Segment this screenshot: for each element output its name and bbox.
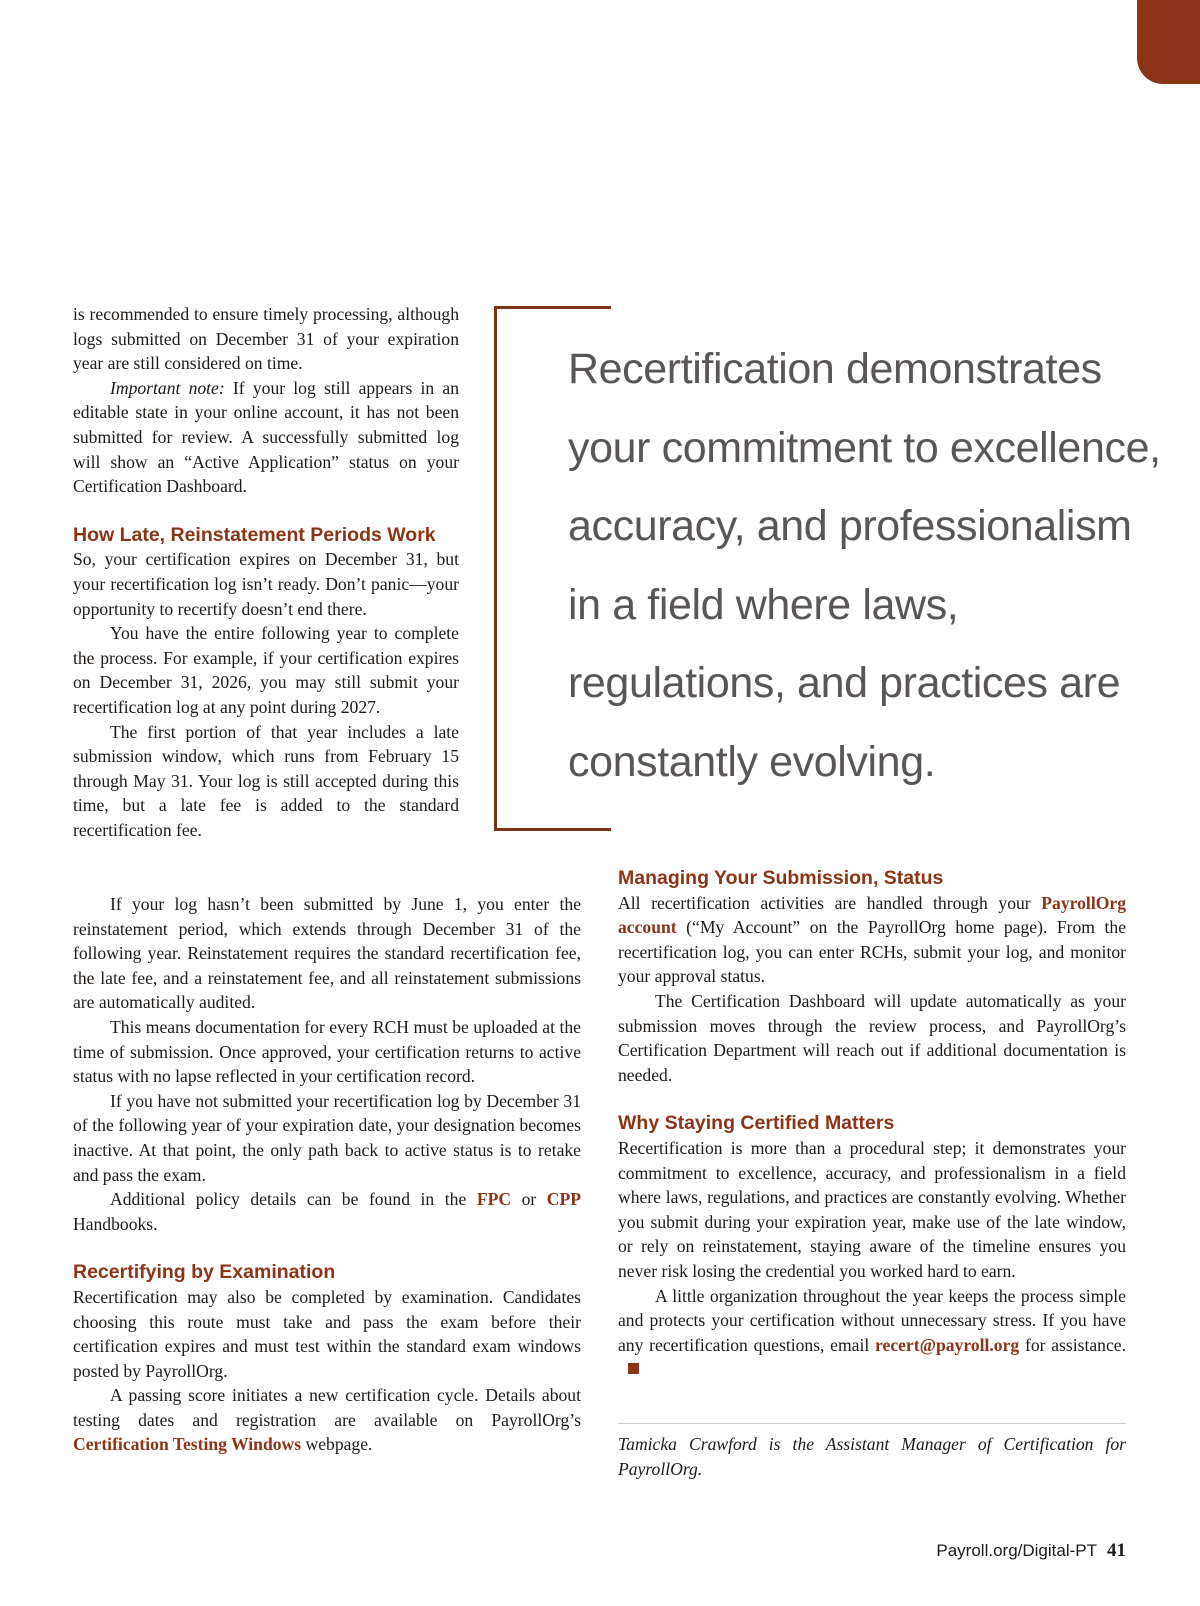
manage-paragraph-1	[618, 891, 1126, 989]
end-of-article-mark	[628, 1363, 639, 1374]
manage-text-a: All recertification activities are handled through your	[618, 892, 1042, 913]
exam-text-a: A passing score initiates a new certification cycle. Details about testing dates and registration are available on PayrollOrg’s	[73, 1385, 581, 1430]
exam-paragraph-1: Recertification may also be completed by examination. Candidates choosing this route must take and pass the exam before their certification expires and must test within the standard exam windows posted by PayrollOrg.	[73, 1286, 581, 1381]
important-note	[73, 376, 459, 499]
late-paragraph-5: This means documentation for every RCH must be uploaded at the time of submission. Once approved, your certification returns to active status with no lapse reflected in your certification record.	[73, 1016, 581, 1087]
late-paragraph-1: So, your certification expires on December 31, but your recertification log isn’t ready. Don’t panic—your opportunity to recertify doesn’t end there.	[73, 549, 459, 619]
note-label: Important note:	[110, 377, 225, 398]
manage-text-b: (“My Account” on the PayrollOrg home page). From the recertification log, you can enter RCHs, submit your log, and monitor your approval status.	[618, 917, 1126, 987]
bio-divider	[618, 1423, 1126, 1424]
heading-why-staying-certified: Why Staying Certified Matters	[618, 1112, 895, 1135]
recert-email-link[interactable]: recert@payroll.org	[875, 1334, 1020, 1355]
policy-text-b: Handbooks.	[73, 1213, 158, 1234]
right-column	[618, 866, 1126, 1382]
policy-paragraph	[73, 1187, 581, 1236]
policy-text-or: or	[511, 1189, 547, 1210]
intro-paragraph: is recommended to ensure timely processing, although logs submitted on December 31 of your expiration year are still considered on time.	[73, 304, 459, 374]
fpc-handbook-link[interactable]: FPC	[476, 1189, 512, 1210]
exam-text-b: webpage.	[301, 1434, 373, 1455]
left-column-bottom	[73, 892, 581, 1457]
section-tab	[1137, 0, 1200, 84]
author-bio: Tamicka Crawford is the Assistant Manager of Certification for PayrollOrg.	[618, 1434, 1126, 1479]
late-paragraph-6: If you have not submitted your recertification log by December 31 of the following year of your expiration date, your designation becomes inactive. At that point, the only path back to active status is to retake and pass the exam.	[73, 1090, 581, 1185]
policy-text-a: Additional policy details can be found in the	[110, 1189, 477, 1210]
why-paragraph-1: Recertification is more than a procedural step; it demonstrates your commitment to excellence, accuracy, and professionalism in a field where laws, regulations, and practices are constantly evolving. Whether you submit during your expiration year, make use of the late window, or rely on reinstatement, staying aware of the timeline ensures you never risk losing the credential you worked hard to earn.	[618, 1137, 1126, 1281]
left-column-top	[73, 302, 459, 842]
manage-paragraph-2: The Certification Dashboard will update automatically as your submission moves through the review process, and PayrollOrg’s Certification Department will reach out if additional documentation is needed.	[618, 990, 1126, 1085]
pull-quote: Recertification demonstrates your commitment to excellence, accuracy, and professionalism in a field where laws, regulations, and practices are constantly evolving.	[568, 345, 1161, 786]
payrollorg-account-link[interactable]: PayrollOrg account	[618, 892, 1126, 938]
late-paragraph-2: You have the entire following year to complete the process. For example, if your certification expires on December 31, 2026, you may still submit your recertification log at any point during 2027.	[73, 623, 459, 717]
heading-late-reinstatement: How Late, Reinstatement Periods Work	[73, 523, 436, 546]
why-text-a: A little organization throughout the year keeps the process simple and protects your certification without unnecessary stress. If you have any recertification questions, email	[618, 1285, 1126, 1355]
footer-site-link[interactable]: Payroll.org/Digital-PT	[936, 1541, 1097, 1560]
cpp-handbook-link[interactable]: CPP	[546, 1189, 581, 1210]
why-text-b: for assistance.	[1019, 1334, 1126, 1355]
page-footer	[936, 1540, 1126, 1562]
page-number: 41	[1107, 1540, 1126, 1561]
certification-testing-windows-link[interactable]: Certification Testing Windows	[73, 1434, 302, 1455]
late-paragraph-3: The first portion of that year includes a late submission window, which runs from February 15 through May 31. Your log is still accepted during this time, but a late fee is added to the standard recertification fee.	[73, 721, 459, 840]
why-paragraph-2	[618, 1284, 1126, 1382]
late-paragraph-4: If your log hasn’t been submitted by June 1, you enter the reinstatement period, which extends through December 31 of the following year. Reinstatement requires the standard recertification fee, the late fee, and a reinstatement fee, and all reinstatement submissions are automatically audited.	[73, 894, 581, 1013]
note-text: If your log still appears in an editable state in your online account, it has not been submitted for review. A successfully submitted log will show an “Active Application” status on your Certification Dashboard.	[73, 377, 459, 497]
heading-managing-submission: Managing Your Submission, Status	[618, 867, 944, 889]
heading-recertifying-by-examination: Recertifying by Examination	[73, 1261, 336, 1284]
exam-paragraph-2	[73, 1383, 581, 1457]
